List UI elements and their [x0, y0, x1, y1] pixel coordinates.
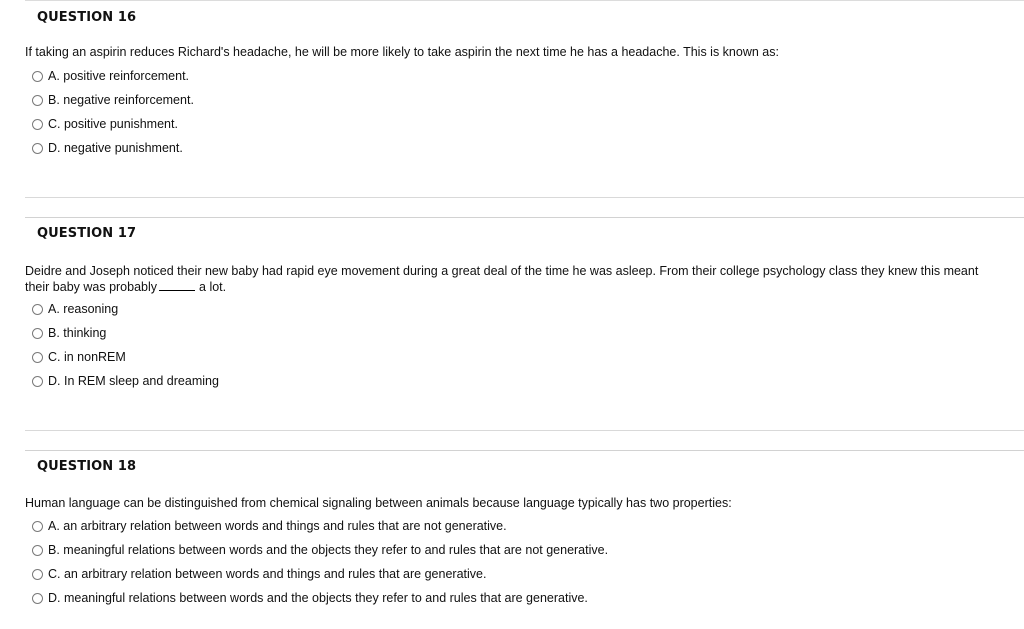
question-18-option-c[interactable]	[32, 562, 608, 586]
radio-button-icon[interactable]	[32, 143, 43, 154]
question-17-title: QUESTION 17	[37, 226, 137, 241]
radio-button-icon[interactable]	[32, 569, 43, 580]
question-16-option-a[interactable]	[32, 64, 194, 88]
question-18-option-d[interactable]	[32, 586, 608, 610]
question-17-option-b[interactable]	[32, 321, 219, 345]
option-label: D. meaningful relations between words and the objects they refer to and rules that are generative.	[48, 591, 588, 605]
radio-button-icon[interactable]	[32, 545, 43, 556]
question-18-options	[32, 514, 608, 610]
question-16-title: QUESTION 16	[37, 10, 137, 25]
option-label: D. negative punishment.	[48, 141, 183, 155]
question-17-options	[32, 297, 219, 393]
question-18-title: QUESTION 18	[37, 459, 137, 474]
option-label: C. an arbitrary relation between words and things and rules that are generative.	[48, 567, 487, 581]
question-16-options	[32, 64, 194, 160]
question-17-top-divider	[25, 217, 1024, 218]
question-16-option-c[interactable]	[32, 112, 194, 136]
option-label: A. positive reinforcement.	[48, 69, 190, 83]
option-label: B. thinking	[48, 326, 107, 340]
fill-in-blank	[159, 279, 195, 291]
radio-button-icon[interactable]	[32, 71, 43, 82]
radio-button-icon[interactable]	[32, 521, 43, 532]
option-label: A. an arbitrary relation between words and things and rules that are not generative.	[48, 519, 507, 533]
option-label: C. positive punishment.	[48, 117, 178, 131]
radio-button-icon[interactable]	[32, 304, 43, 315]
question-17-text-after: a lot.	[199, 280, 227, 294]
option-label: B. meaningful relations between words and the objects they refer to and rules that are not generative.	[48, 543, 609, 557]
radio-button-icon[interactable]	[32, 95, 43, 106]
question-16-text: If taking an aspirin reduces Richard's headache, he will be more likely to take aspirin the next time he has a headache. This is known as:	[25, 45, 779, 59]
top-divider	[25, 0, 1024, 1]
question-18-option-b[interactable]	[32, 538, 608, 562]
question-16-option-b[interactable]	[32, 88, 194, 112]
radio-button-icon[interactable]	[32, 593, 43, 604]
question-17-option-a[interactable]	[32, 297, 219, 321]
option-label: A. reasoning	[48, 302, 119, 316]
question-17-option-d[interactable]	[32, 369, 219, 393]
question-17-text-before: Deidre and Joseph noticed their new baby had rapid eye movement during a great deal of the time he was asleep. From their college psychology class they knew this meant their baby was probably	[25, 264, 979, 294]
radio-button-icon[interactable]	[32, 376, 43, 387]
option-label: B. negative reinforcement.	[48, 93, 194, 107]
option-label: D. In REM sleep and dreaming	[48, 374, 219, 388]
question-17-bottom-divider	[25, 430, 1024, 431]
question-17-text	[25, 263, 1000, 295]
question-18-option-a[interactable]	[32, 514, 608, 538]
radio-button-icon[interactable]	[32, 119, 43, 130]
radio-button-icon[interactable]	[32, 328, 43, 339]
question-17-option-c[interactable]	[32, 345, 219, 369]
question-16-option-d[interactable]	[32, 136, 194, 160]
option-label: C. in nonREM	[48, 350, 126, 364]
question-18-top-divider	[25, 450, 1024, 451]
radio-button-icon[interactable]	[32, 352, 43, 363]
question-18-text: Human language can be distinguished from chemical signaling between animals because language typically has two properties:	[25, 496, 732, 510]
question-16-bottom-divider	[25, 197, 1024, 198]
